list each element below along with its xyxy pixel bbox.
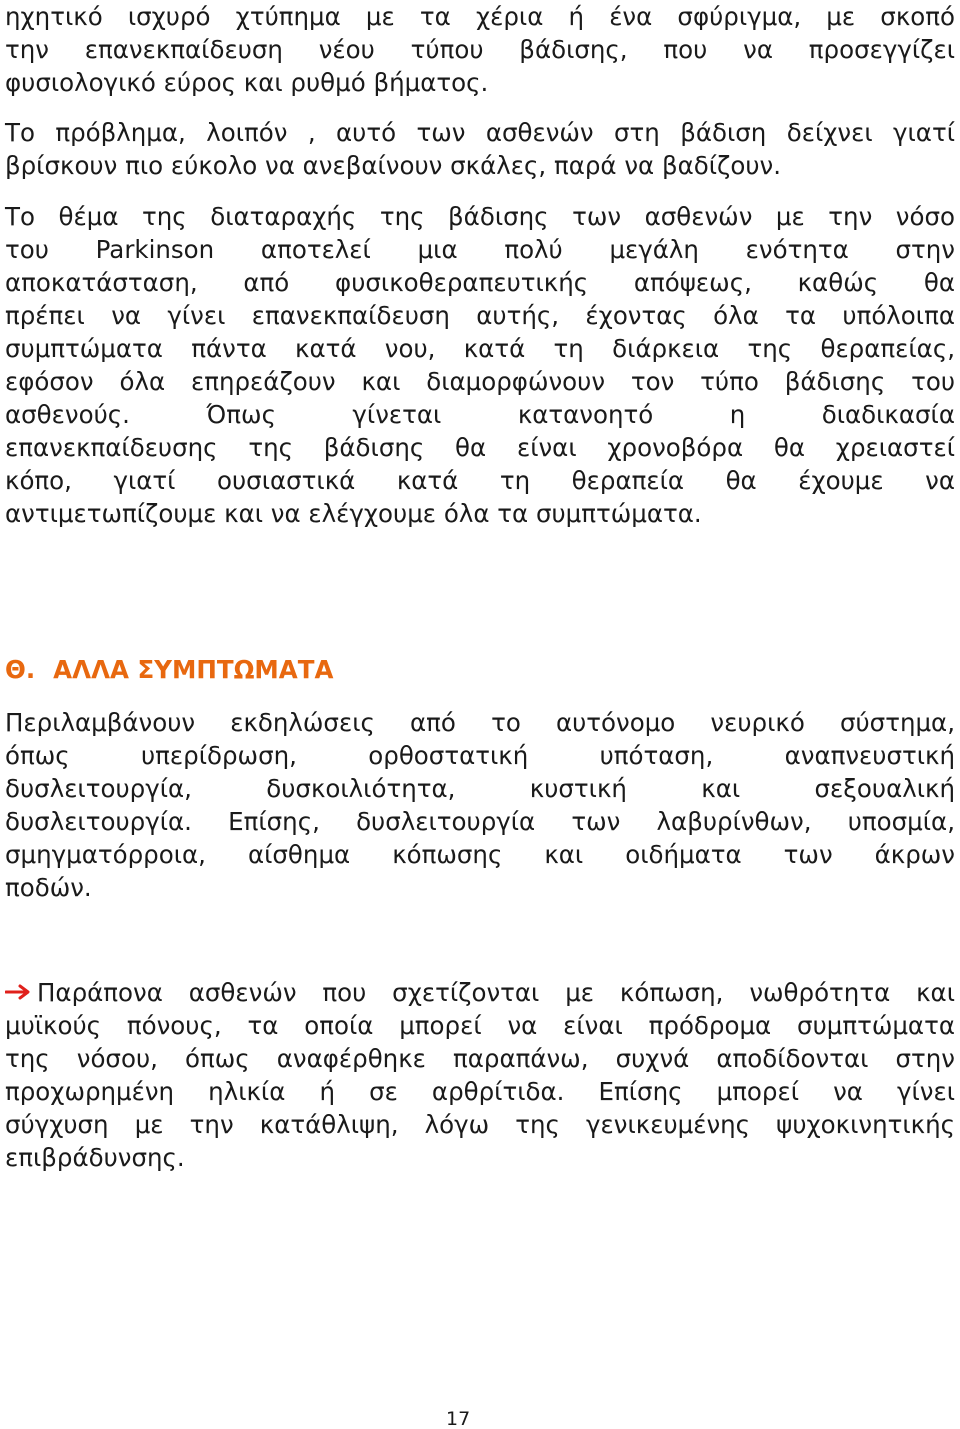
text-line: του Parkinson αποτελεί μια πολύ μεγάλη ενότητα στην (5, 235, 955, 264)
section-number: Θ. (5, 655, 36, 684)
arrow-right-icon (5, 975, 31, 1008)
section-title: ΑΛΛΑ ΣΥΜΠΤΩΜΑΤΑ (53, 655, 334, 684)
text-line-with-bullet (5, 976, 955, 1011)
page-number: 17 (446, 1408, 471, 1429)
text-line: όπως υπερίδρωση, ορθοστατική υπόταση, αναπνευστική (5, 741, 955, 770)
text-line: εφόσον όλα επηρεάζουν και διαμορφώνουν τον τύπο βάδισης του (5, 367, 955, 396)
text-line: Παράπονα ασθενών που σχετίζονται με κόπωση, νωθρότητα και (37, 978, 955, 1007)
text-line: Το θέμα της διαταραχής της βάδισης των ασθενών με την νόσο (5, 202, 955, 231)
text-line: Περιλαμβάνουν εκδηλώσεις από το αυτόνομο νευρικό σύστημα, (5, 708, 955, 737)
text-line: αντιμετωπίζουμε και να ελέγχουμε όλα τα συμπτώματα. (5, 499, 702, 528)
text-line: επιβράδυνσης. (5, 1143, 185, 1172)
text-line: μυϊκούς πόνους, τα οποία μπορεί να είναι πρόδρομα συμπτώματα (5, 1011, 955, 1040)
text-line: δυσλειτουργία, δυσκοιλιότητα, κυστική και σεξουαλική (5, 774, 955, 803)
text-line: πρέπει να γίνει επανεκπαίδευση αυτής, έχοντας όλα τα υπόλοιπα (5, 301, 955, 330)
text-line: σύγχυση με την κατάθλιψη, λόγω της γενικευμένης ψυχοκινητικής (5, 1110, 955, 1139)
text-line: αποκατάσταση, από φυσικοθεραπευτικής απόψεως, καθώς θα (5, 268, 955, 297)
text-line: κόπο, γιατί ουσιαστικά κατά τη θεραπεία θα έχουμε να (5, 466, 955, 495)
text-line: προχωρημένη ηλικία ή σε αρθρίτιδα. Επίσης μπορεί να γίνει (5, 1077, 955, 1106)
text-line: ασθενούς. Όπως γίνεται κατανοητό η διαδικασία (5, 400, 955, 429)
text-line: συμπτώματα πάντα κατά νου, κατά τη διάρκεια της θεραπείας, (5, 334, 955, 363)
text-line: δυσλειτουργία. Επίσης, δυσλειτουργία των λαβυρίνθων, υποσμία, (5, 807, 955, 836)
text-line: βρίσκουν πιο εύκολο να ανεβαίνουν σκάλες, παρά να βαδίζουν. (5, 151, 781, 180)
text-line: ηχητικό ισχυρό χτύπημα με τα χέρια ή ένα σφύριγμα, με σκοπό (5, 2, 955, 31)
text-line: σμηγματόρροια, αίσθημα κόπωσης και οιδήματα των άκρων (5, 840, 955, 869)
text-line: την επανεκπαίδευση νέου τύπου βάδισης, που να προσεγγίζει (5, 35, 955, 64)
text-line: επανεκπαίδευσης της βάδισης θα είναι χρονοβόρα θα χρειαστεί (5, 433, 955, 462)
text-line: της νόσου, όπως αναφέρθηκε παραπάνω, συχνά αποδίδονται στην (5, 1044, 955, 1073)
text-line: ποδών. (5, 873, 92, 902)
text-line: Το πρόβλημα, λοιπόν , αυτό των ασθενών στη βάδιση δείχνει γιατί (5, 118, 955, 147)
section-heading (5, 653, 333, 686)
text-line: φυσιολογικό εύρος και ρυθμό βήματος. (5, 68, 489, 97)
